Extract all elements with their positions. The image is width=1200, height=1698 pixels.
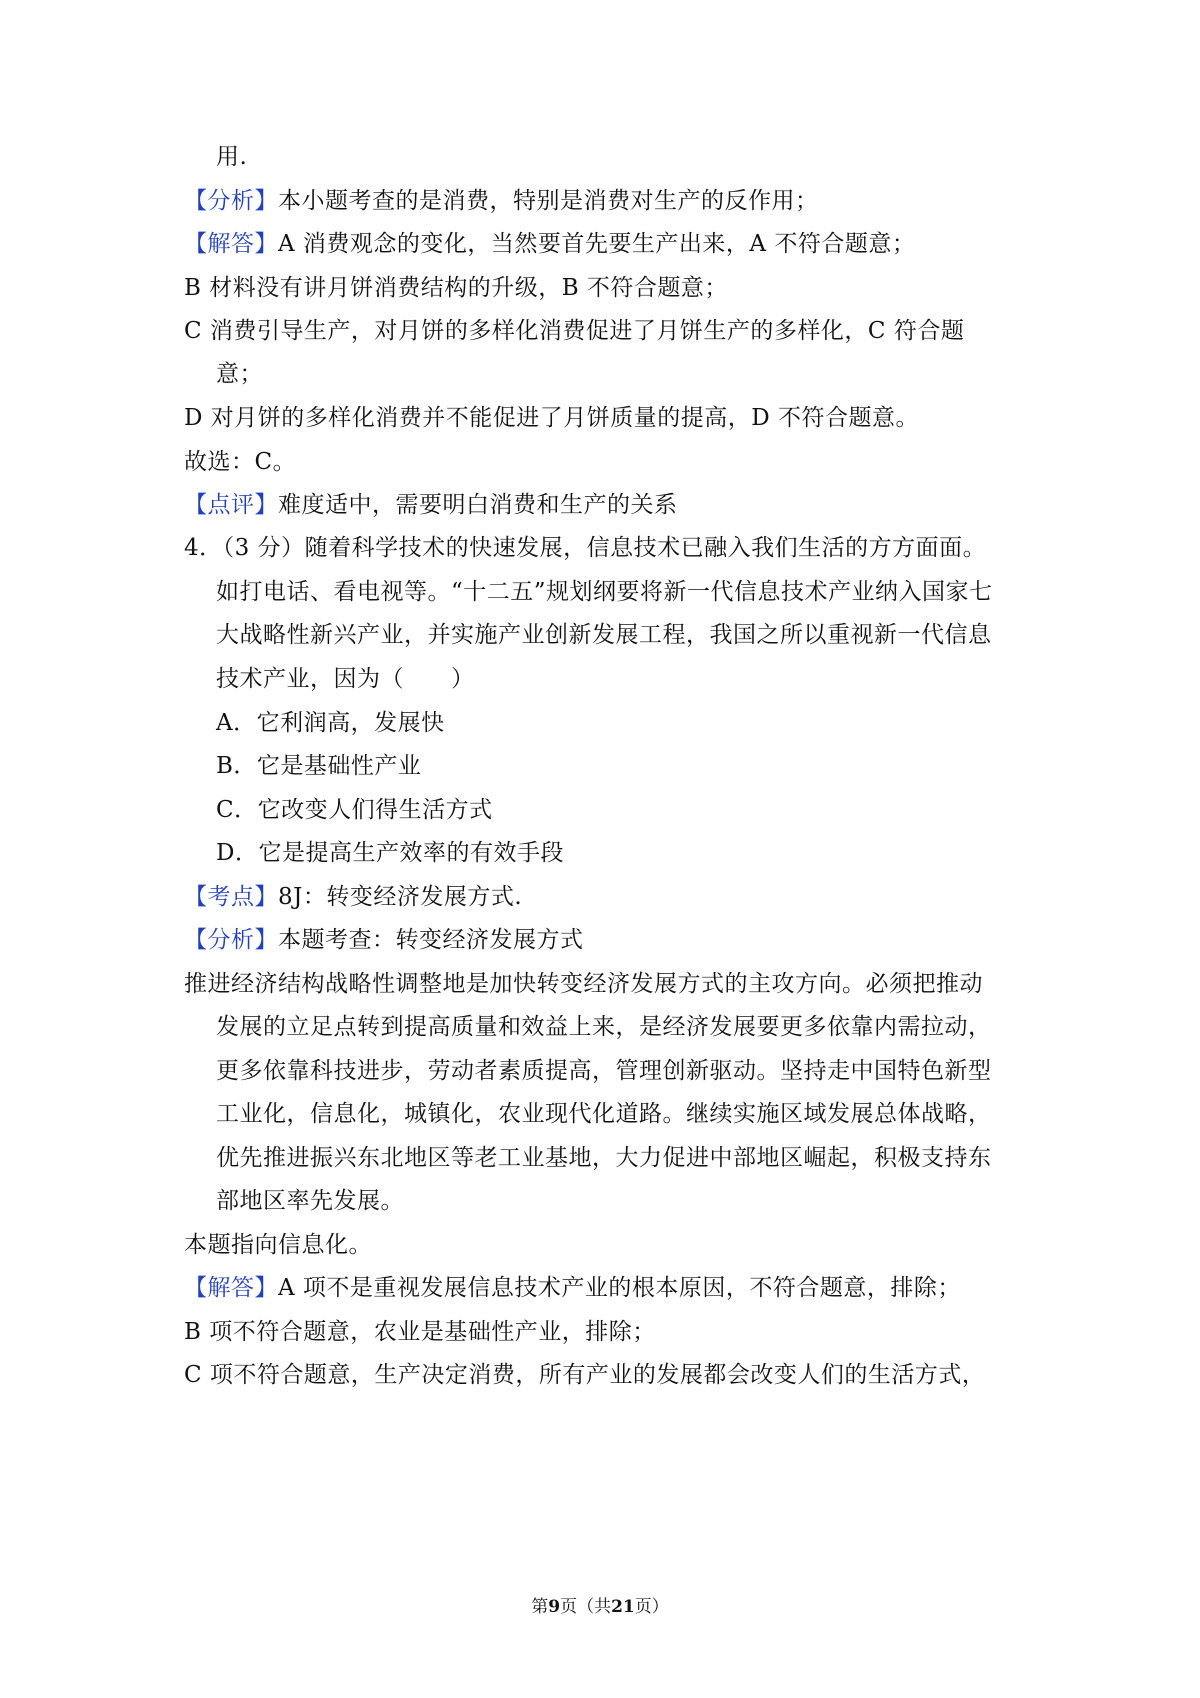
text-line: 故选：C。 bbox=[184, 449, 297, 475]
section-tag: 【解答】 bbox=[184, 231, 278, 257]
text-line: C 消费引导生产，对月饼的多样化消费促进了月饼生产的多样化，C 符合题 bbox=[184, 318, 965, 344]
text-line: 本题指向信息化。 bbox=[184, 1232, 372, 1258]
question-line: 如打电话、看电视等。“十二五”规划纲要将新一代信息技术产业纳入国家七 bbox=[216, 579, 993, 605]
section-tag: 【解答】 bbox=[184, 1275, 278, 1301]
total-pages: 21 bbox=[611, 1597, 635, 1617]
text-line: 更多依靠科技进步，劳动者素质提高，管理创新驱动。坚持走中国特色新型 bbox=[216, 1058, 992, 1084]
text-line: 发展的立足点转到提高质量和效益上来，是经济发展要更多依靠内需拉动， bbox=[216, 1014, 992, 1040]
text-line: 【考点】8J：转变经济发展方式. bbox=[184, 884, 523, 910]
text-line: 推进经济结构战略性调整地是加快转变经济发展方式的主攻方向。必须把推动 bbox=[184, 971, 983, 997]
text-line: B 材料没有讲月饼消费结构的升级，B 不符合题意； bbox=[184, 275, 728, 301]
text-line: 【分析】本小题考查的是消费，特别是消费对生产的反作用； bbox=[184, 188, 819, 214]
text-line: B 项不符合题意，农业是基础性产业，排除； bbox=[184, 1319, 656, 1345]
text-line: 部地区率先发展。 bbox=[216, 1188, 404, 1214]
question-line: 技术产业，因为（ ） bbox=[216, 666, 475, 692]
text-line: 【分析】本题考查：转变经济发展方式 bbox=[184, 927, 584, 953]
page-footer: 第9页（共21页） bbox=[531, 1597, 669, 1617]
section-tag: 【分析】 bbox=[184, 927, 278, 953]
option-b: B．它是基础性产业 bbox=[216, 753, 422, 779]
text-line: 意； bbox=[216, 361, 263, 387]
question-line: 大战略性新兴产业，并实施产业创新发展工程，我国之所以重视新一代信息 bbox=[216, 622, 992, 648]
section-tag: 【分析】 bbox=[184, 188, 278, 214]
text-line: 用. bbox=[216, 144, 248, 170]
text-line: 工业化，信息化，城镇化，农业现代化道路。继续实施区域发展总体战略， bbox=[216, 1101, 992, 1127]
text-line: 【解答】A 消费观念的变化，当然要首先要生产出来，A 不符合题意； bbox=[184, 231, 916, 257]
section-tag: 【点评】 bbox=[184, 492, 278, 518]
section-tag: 【考点】 bbox=[184, 884, 278, 910]
text-line: C 项不符合题意，生产决定消费，所有产业的发展都会改变人们的生活方式， bbox=[184, 1362, 986, 1388]
option-c: C．它改变人们得生活方式 bbox=[216, 797, 493, 823]
question-line: 4．（3 分）随着科学技术的快速发展，信息技术已融入我们生活的方方面面。 bbox=[184, 535, 987, 561]
page-number: 9 bbox=[548, 1597, 561, 1617]
option-a: A．它利润高，发展快 bbox=[216, 710, 445, 736]
text-line: 优先推进振兴东北地区等老工业基地，大力促进中部地区崛起，积极支持东 bbox=[216, 1145, 992, 1171]
text-line: 【点评】难度适中，需要明白消费和生产的关系 bbox=[184, 492, 678, 518]
text-line: D 对月饼的多样化消费并不能促进了月饼质量的提高，D 不符合题意。 bbox=[184, 405, 920, 431]
option-d: D．它是提高生产效率的有效手段 bbox=[216, 840, 564, 866]
text-line: 【解答】A 项不是重视发展信息技术产业的根本原因，不符合题意，排除； bbox=[184, 1275, 961, 1301]
